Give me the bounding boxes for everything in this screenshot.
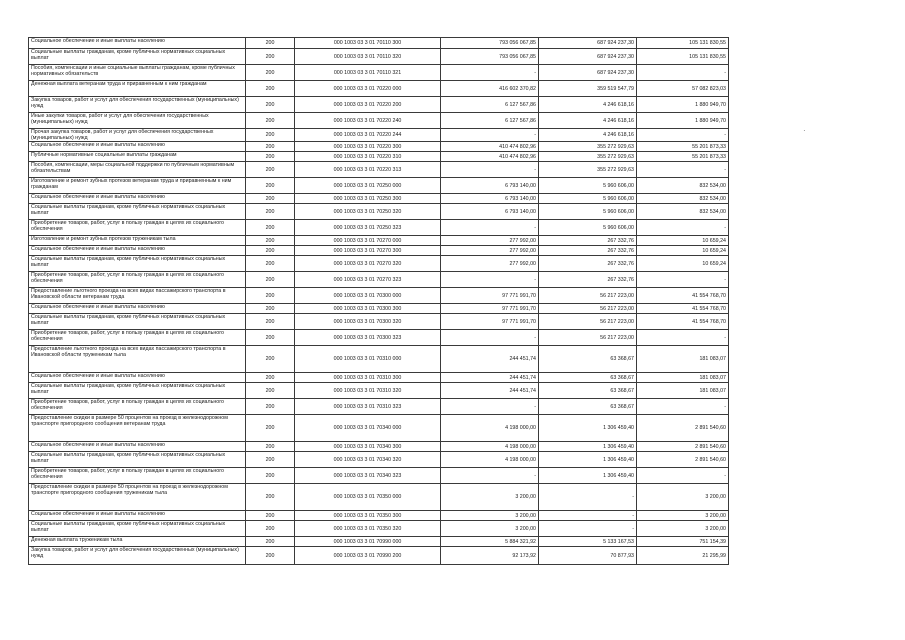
table-row	[29, 415, 729, 442]
row-unexecuted-amount-cell: 55 201 873,33	[637, 152, 729, 162]
row-name-cell: Социальное обеспечение и иные выплаты населению	[29, 194, 246, 204]
row-name-cell: Пособия, компенсации и иные социальные выплаты гражданам, кроме публичных нормативных обязательств	[29, 65, 246, 81]
row-code-cell: 200	[246, 383, 295, 399]
row-code-cell: 200	[246, 442, 295, 452]
table-row	[29, 511, 729, 521]
table-row	[29, 204, 729, 220]
row-unexecuted-amount-cell: 181 083,07	[637, 346, 729, 373]
row-approved-amount-cell: 4 198 000,00	[441, 442, 539, 452]
row-name-cell: Приобретение товаров, работ, услуг в пользу граждан в целях их социального обеспечения	[29, 272, 246, 288]
row-kbk-cell: 000 1003 03 3 01 70220 313	[295, 162, 441, 178]
row-code-cell: 200	[246, 194, 295, 204]
row-name-cell: Приобретение товаров, работ, услуг в пользу граждан в целях их социального обеспечения	[29, 220, 246, 236]
row-name-cell: Изготовление и ремонт зубных протезов ветеранам труда и приравненным к ним гражданам	[29, 178, 246, 194]
row-code-cell: 200	[246, 81, 295, 97]
table-row	[29, 399, 729, 415]
row-approved-amount-cell: 793 056 067,85	[441, 38, 539, 49]
row-kbk-cell: 000 1003 03 3 01 70220 000	[295, 81, 441, 97]
row-name-cell: Закупка товаров, работ и услуг для обеспечения государственных (муниципальных) нужд	[29, 547, 246, 565]
row-code-cell: 200	[246, 452, 295, 468]
table-row	[29, 194, 729, 204]
row-code-cell: 200	[246, 484, 295, 511]
row-approved-amount-cell: -	[441, 272, 539, 288]
row-code-cell: 200	[246, 113, 295, 129]
row-unexecuted-amount-cell: 3 200,00	[637, 484, 729, 511]
row-code-cell: 200	[246, 314, 295, 330]
table-row	[29, 304, 729, 314]
row-approved-amount-cell: 3 200,00	[441, 484, 539, 511]
row-code-cell: 200	[246, 65, 295, 81]
row-approved-amount-cell: 277 992,00	[441, 246, 539, 256]
row-executed-amount-cell: 267 332,76	[539, 256, 637, 272]
row-approved-amount-cell: 793 056 067,85	[441, 49, 539, 65]
row-name-cell: Социальное обеспечение и иные выплаты населению	[29, 442, 246, 452]
table-row	[29, 547, 729, 565]
row-kbk-cell: 000 1003 03 3 01 70310 000	[295, 346, 441, 373]
row-approved-amount-cell: 6 127 567,86	[441, 113, 539, 129]
row-name-cell: Социальные выплаты гражданам, кроме публичных нормативных социальных выплат	[29, 314, 246, 330]
row-name-cell: Предоставление скидки в размере 50 процентов на проезд в железнодорожном транспорте пригородного сообщения труженикам тыла	[29, 484, 246, 511]
row-code-cell: 200	[246, 38, 295, 49]
row-kbk-cell: 000 1003 03 3 01 70310 320	[295, 383, 441, 399]
table-row	[29, 521, 729, 537]
row-approved-amount-cell: -	[441, 129, 539, 142]
row-kbk-cell: 000 1003 03 3 01 70990 000	[295, 537, 441, 547]
row-unexecuted-amount-cell: 751 154,39	[637, 537, 729, 547]
row-kbk-cell: 000 1003 03 3 01 70250 300	[295, 194, 441, 204]
row-kbk-cell: 000 1003 03 3 01 70270 320	[295, 256, 441, 272]
row-approved-amount-cell: 410 474 802,96	[441, 142, 539, 152]
row-unexecuted-amount-cell: 10 659,24	[637, 236, 729, 246]
row-executed-amount-cell: 5 960 606,00	[539, 178, 637, 194]
row-unexecuted-amount-cell: 105 131 830,55	[637, 38, 729, 49]
budget-execution-sheet	[28, 37, 726, 565]
row-kbk-cell: 000 1003 03 3 01 70300 320	[295, 314, 441, 330]
row-executed-amount-cell: 267 332,76	[539, 236, 637, 246]
row-unexecuted-amount-cell: 41 554 768,70	[637, 304, 729, 314]
row-code-cell: 200	[246, 97, 295, 113]
row-unexecuted-amount-cell: -	[637, 162, 729, 178]
row-executed-amount-cell: 63 368,67	[539, 399, 637, 415]
table-row	[29, 346, 729, 373]
row-approved-amount-cell: 3 200,00	[441, 511, 539, 521]
row-code-cell: 200	[246, 236, 295, 246]
row-code-cell: 200	[246, 256, 295, 272]
row-kbk-cell: 000 1003 03 3 01 70110 321	[295, 65, 441, 81]
row-unexecuted-amount-cell: -	[637, 65, 729, 81]
table-body	[29, 38, 729, 565]
row-executed-amount-cell: 359 519 547,79	[539, 81, 637, 97]
row-code-cell: 200	[246, 152, 295, 162]
row-code-cell: 200	[246, 415, 295, 442]
row-unexecuted-amount-cell: 10 659,24	[637, 256, 729, 272]
row-code-cell: 200	[246, 246, 295, 256]
row-unexecuted-amount-cell: -	[637, 220, 729, 236]
row-executed-amount-cell: -	[539, 521, 637, 537]
row-code-cell: 200	[246, 272, 295, 288]
row-executed-amount-cell: 355 272 929,63	[539, 152, 637, 162]
table-row	[29, 142, 729, 152]
row-code-cell: 200	[246, 537, 295, 547]
row-name-cell: Публичные нормативные социальные выплаты гражданам	[29, 152, 246, 162]
row-name-cell: Социальные выплаты гражданам, кроме публичных нормативных социальных выплат	[29, 383, 246, 399]
row-code-cell: 200	[246, 373, 295, 383]
row-approved-amount-cell: 244 451,74	[441, 346, 539, 373]
row-unexecuted-amount-cell: 21 295,99	[637, 547, 729, 565]
row-approved-amount-cell: 97 771 991,70	[441, 304, 539, 314]
row-approved-amount-cell: -	[441, 399, 539, 415]
row-unexecuted-amount-cell: 41 554 768,70	[637, 314, 729, 330]
row-approved-amount-cell: -	[441, 330, 539, 346]
row-name-cell: Социальное обеспечение и иные выплаты населению	[29, 373, 246, 383]
row-executed-amount-cell: 1 306 459,40	[539, 415, 637, 442]
row-approved-amount-cell: 97 771 991,70	[441, 288, 539, 304]
row-kbk-cell: 000 1003 03 3 01 70250 323	[295, 220, 441, 236]
row-executed-amount-cell: 1 306 459,40	[539, 468, 637, 484]
row-name-cell: Социальное обеспечение и иные выплаты населению	[29, 304, 246, 314]
row-kbk-cell: 000 1003 03 3 01 70220 240	[295, 113, 441, 129]
row-executed-amount-cell: 63 368,67	[539, 383, 637, 399]
row-kbk-cell: 000 1003 03 3 01 70270 000	[295, 236, 441, 246]
row-unexecuted-amount-cell: 1 880 949,70	[637, 97, 729, 113]
row-name-cell: Социальные выплаты гражданам, кроме публичных нормативных социальных выплат	[29, 452, 246, 468]
row-approved-amount-cell: 277 992,00	[441, 236, 539, 246]
row-executed-amount-cell: 355 272 929,63	[539, 162, 637, 178]
row-name-cell: Приобретение товаров, работ, услуг в пользу граждан в целях их социального обеспечения	[29, 468, 246, 484]
row-executed-amount-cell: 687 924 237,30	[539, 38, 637, 49]
row-code-cell: 200	[246, 142, 295, 152]
row-unexecuted-amount-cell: 2 891 540,60	[637, 452, 729, 468]
budget-table	[28, 37, 729, 565]
row-name-cell: Социальные выплаты гражданам, кроме публичных нормативных социальных выплат	[29, 49, 246, 65]
row-code-cell: 200	[246, 162, 295, 178]
row-unexecuted-amount-cell: 1 880 949,70	[637, 113, 729, 129]
row-name-cell: Иные закупки товаров, работ и услуг для обеспечения государственных (муниципальных) нужд	[29, 113, 246, 129]
row-name-cell: Предоставление льготного проезда на всех видах пассажирского транспорта в Ивановской области труженикам тыла	[29, 346, 246, 373]
row-kbk-cell: 000 1003 03 3 01 70270 300	[295, 246, 441, 256]
row-name-cell: Приобретение товаров, работ, услуг в пользу граждан в целях их социального обеспечения	[29, 399, 246, 415]
row-kbk-cell: 000 1003 03 3 01 70300 323	[295, 330, 441, 346]
row-kbk-cell: 000 1003 03 3 01 70250 000	[295, 178, 441, 194]
row-code-cell: 200	[246, 220, 295, 236]
row-executed-amount-cell: 1 306 459,40	[539, 452, 637, 468]
row-kbk-cell: 000 1003 03 3 01 70340 320	[295, 452, 441, 468]
row-unexecuted-amount-cell: 10 659,24	[637, 246, 729, 256]
row-executed-amount-cell: 267 332,76	[539, 246, 637, 256]
row-name-cell: Социальное обеспечение и иные выплаты населению	[29, 142, 246, 152]
row-executed-amount-cell: 1 306 459,40	[539, 442, 637, 452]
row-approved-amount-cell: 6 127 567,86	[441, 97, 539, 113]
row-unexecuted-amount-cell: 181 083,07	[637, 373, 729, 383]
table-row	[29, 468, 729, 484]
row-executed-amount-cell: 4 246 618,16	[539, 113, 637, 129]
row-executed-amount-cell: 687 924 237,30	[539, 49, 637, 65]
row-unexecuted-amount-cell: 2 891 540,60	[637, 442, 729, 452]
table-row	[29, 330, 729, 346]
row-unexecuted-amount-cell: 3 200,00	[637, 511, 729, 521]
table-row	[29, 246, 729, 256]
row-executed-amount-cell: 5 960 606,00	[539, 220, 637, 236]
row-code-cell: 200	[246, 204, 295, 220]
row-approved-amount-cell: 6 793 140,00	[441, 204, 539, 220]
row-code-cell: 200	[246, 346, 295, 373]
table-row	[29, 272, 729, 288]
table-row	[29, 178, 729, 194]
row-unexecuted-amount-cell: -	[637, 330, 729, 346]
table-row	[29, 65, 729, 81]
row-executed-amount-cell: -	[539, 484, 637, 511]
row-code-cell: 200	[246, 547, 295, 565]
row-unexecuted-amount-cell: 832 534,00	[637, 178, 729, 194]
row-unexecuted-amount-cell: 105 131 830,55	[637, 49, 729, 65]
row-kbk-cell: 000 1003 03 3 01 70220 200	[295, 97, 441, 113]
table-row	[29, 452, 729, 468]
row-unexecuted-amount-cell: 832 534,00	[637, 204, 729, 220]
row-unexecuted-amount-cell: 181 083,07	[637, 383, 729, 399]
row-approved-amount-cell: 6 793 140,00	[441, 194, 539, 204]
row-approved-amount-cell: 277 992,00	[441, 256, 539, 272]
table-row	[29, 236, 729, 246]
table-row	[29, 288, 729, 304]
row-name-cell: Социальное обеспечение и иные выплаты населению	[29, 511, 246, 521]
row-name-cell: Социальные выплаты гражданам, кроме публичных нормативных социальных выплат	[29, 521, 246, 537]
row-kbk-cell: 000 1003 03 3 01 70350 320	[295, 521, 441, 537]
row-approved-amount-cell: 416 602 370,82	[441, 81, 539, 97]
table-row	[29, 314, 729, 330]
row-kbk-cell: 000 1003 03 3 01 70270 323	[295, 272, 441, 288]
table-row	[29, 129, 729, 142]
row-name-cell: Социальные выплаты гражданам, кроме публичных нормативных социальных выплат	[29, 204, 246, 220]
row-executed-amount-cell: 63 368,67	[539, 373, 637, 383]
row-kbk-cell: 000 1003 03 3 01 70300 300	[295, 304, 441, 314]
table-row	[29, 442, 729, 452]
row-approved-amount-cell: 6 793 140,00	[441, 178, 539, 194]
row-approved-amount-cell: -	[441, 162, 539, 178]
row-name-cell: Изготовление и ремонт зубных протезов труженикам тыла	[29, 236, 246, 246]
table-row	[29, 38, 729, 49]
table-row	[29, 383, 729, 399]
row-unexecuted-amount-cell: 2 891 540,60	[637, 415, 729, 442]
row-kbk-cell: 000 1003 03 3 01 70110 320	[295, 49, 441, 65]
row-code-cell: 200	[246, 399, 295, 415]
row-executed-amount-cell: 4 246 618,16	[539, 97, 637, 113]
row-name-cell: Денежная выплата ветеранам труда и приравненным к ним гражданам	[29, 81, 246, 97]
row-name-cell: Прочая закупка товаров, работ и услуг для обеспечения государственных (муниципальных) нужд	[29, 129, 246, 142]
row-executed-amount-cell: 63 368,67	[539, 346, 637, 373]
row-code-cell: 200	[246, 288, 295, 304]
row-approved-amount-cell: -	[441, 65, 539, 81]
row-code-cell: 200	[246, 468, 295, 484]
table-row	[29, 373, 729, 383]
row-kbk-cell: 000 1003 03 3 01 70350 000	[295, 484, 441, 511]
row-executed-amount-cell: 355 272 929,63	[539, 142, 637, 152]
row-approved-amount-cell: 5 884 321,92	[441, 537, 539, 547]
row-name-cell: Пособия, компенсации, меры социальной поддержки по публичным нормативным обязательствам	[29, 162, 246, 178]
table-row	[29, 97, 729, 113]
row-unexecuted-amount-cell: -	[637, 399, 729, 415]
row-kbk-cell: 000 1003 03 3 01 70340 300	[295, 442, 441, 452]
row-executed-amount-cell: 267 332,76	[539, 272, 637, 288]
row-unexecuted-amount-cell: -	[637, 129, 729, 142]
row-code-cell: 200	[246, 304, 295, 314]
row-executed-amount-cell: 56 217 223,00	[539, 304, 637, 314]
table-row	[29, 537, 729, 547]
row-unexecuted-amount-cell: 41 554 768,70	[637, 288, 729, 304]
row-unexecuted-amount-cell: 3 200,00	[637, 521, 729, 537]
row-name-cell: Социальное обеспечение и иные выплаты населению	[29, 246, 246, 256]
row-unexecuted-amount-cell: 57 082 823,03	[637, 81, 729, 97]
row-name-cell: Закупка товаров, работ и услуг для обеспечения государственных (муниципальных) нужд	[29, 97, 246, 113]
table-row	[29, 162, 729, 178]
row-approved-amount-cell: 4 198 000,00	[441, 415, 539, 442]
row-approved-amount-cell: -	[441, 468, 539, 484]
row-code-cell: 200	[246, 49, 295, 65]
row-kbk-cell: 000 1003 03 3 01 70310 300	[295, 373, 441, 383]
row-executed-amount-cell: 4 246 618,16	[539, 129, 637, 142]
row-executed-amount-cell: 56 217 223,00	[539, 314, 637, 330]
table-row	[29, 256, 729, 272]
table-row	[29, 49, 729, 65]
row-unexecuted-amount-cell: 55 201 873,33	[637, 142, 729, 152]
row-name-cell: Приобретение товаров, работ, услуг в пользу граждан в целях их социального обеспечения	[29, 330, 246, 346]
table-row	[29, 152, 729, 162]
row-kbk-cell: 000 1003 03 3 01 70350 300	[295, 511, 441, 521]
row-approved-amount-cell: 244 451,74	[441, 383, 539, 399]
table-row	[29, 484, 729, 511]
row-executed-amount-cell: 56 217 223,00	[539, 288, 637, 304]
row-executed-amount-cell: 5 960 606,00	[539, 194, 637, 204]
row-kbk-cell: 000 1003 03 3 01 70310 323	[295, 399, 441, 415]
row-approved-amount-cell: 4 198 000,00	[441, 452, 539, 468]
row-unexecuted-amount-cell: -	[637, 272, 729, 288]
row-name-cell: Социальное обеспечение и иные выплаты населению	[29, 38, 246, 49]
row-approved-amount-cell: 3 200,00	[441, 521, 539, 537]
row-kbk-cell: 000 1003 03 3 01 70220 300	[295, 142, 441, 152]
row-code-cell: 200	[246, 129, 295, 142]
row-executed-amount-cell: 687 924 237,30	[539, 65, 637, 81]
row-kbk-cell: 000 1003 03 3 01 70340 000	[295, 415, 441, 442]
row-code-cell: 200	[246, 178, 295, 194]
row-kbk-cell: 000 1003 03 3 01 70220 244	[295, 129, 441, 142]
row-name-cell: Денежная выплата труженикам тыла	[29, 537, 246, 547]
row-approved-amount-cell: -	[441, 220, 539, 236]
table-row	[29, 81, 729, 97]
row-kbk-cell: 000 1003 03 3 01 70990 200	[295, 547, 441, 565]
row-executed-amount-cell: -	[539, 511, 637, 521]
table-row	[29, 220, 729, 236]
row-name-cell: Предоставление скидки в размере 50 процентов на проезд в железнодорожном транспорте пригородного сообщения ветеранам труда	[29, 415, 246, 442]
row-unexecuted-amount-cell: -	[637, 468, 729, 484]
row-code-cell: 200	[246, 330, 295, 346]
row-approved-amount-cell: 244 451,74	[441, 373, 539, 383]
row-kbk-cell: 000 1003 03 3 01 70300 000	[295, 288, 441, 304]
row-approved-amount-cell: 97 771 991,70	[441, 314, 539, 330]
row-kbk-cell: 000 1003 03 3 01 70250 320	[295, 204, 441, 220]
row-executed-amount-cell: 56 217 223,00	[539, 330, 637, 346]
row-unexecuted-amount-cell: 832 534,00	[637, 194, 729, 204]
row-kbk-cell: 000 1003 03 3 01 70220 310	[295, 152, 441, 162]
row-executed-amount-cell: 70 877,93	[539, 547, 637, 565]
table-row	[29, 113, 729, 129]
scan-artifact-mark: ·	[803, 126, 806, 135]
row-code-cell: 200	[246, 521, 295, 537]
row-approved-amount-cell: 410 474 802,96	[441, 152, 539, 162]
row-name-cell: Социальные выплаты гражданам, кроме публичных нормативных социальных выплат	[29, 256, 246, 272]
row-name-cell: Предоставление льготного проезда на всех видах пассажирского транспорта в Ивановской области ветеранам труда	[29, 288, 246, 304]
row-executed-amount-cell: 5 133 167,53	[539, 537, 637, 547]
row-kbk-cell: 000 1003 03 3 01 70110 300	[295, 38, 441, 49]
row-code-cell: 200	[246, 511, 295, 521]
row-kbk-cell: 000 1003 03 3 01 70340 323	[295, 468, 441, 484]
row-approved-amount-cell: 92 173,92	[441, 547, 539, 565]
row-executed-amount-cell: 5 960 606,00	[539, 204, 637, 220]
